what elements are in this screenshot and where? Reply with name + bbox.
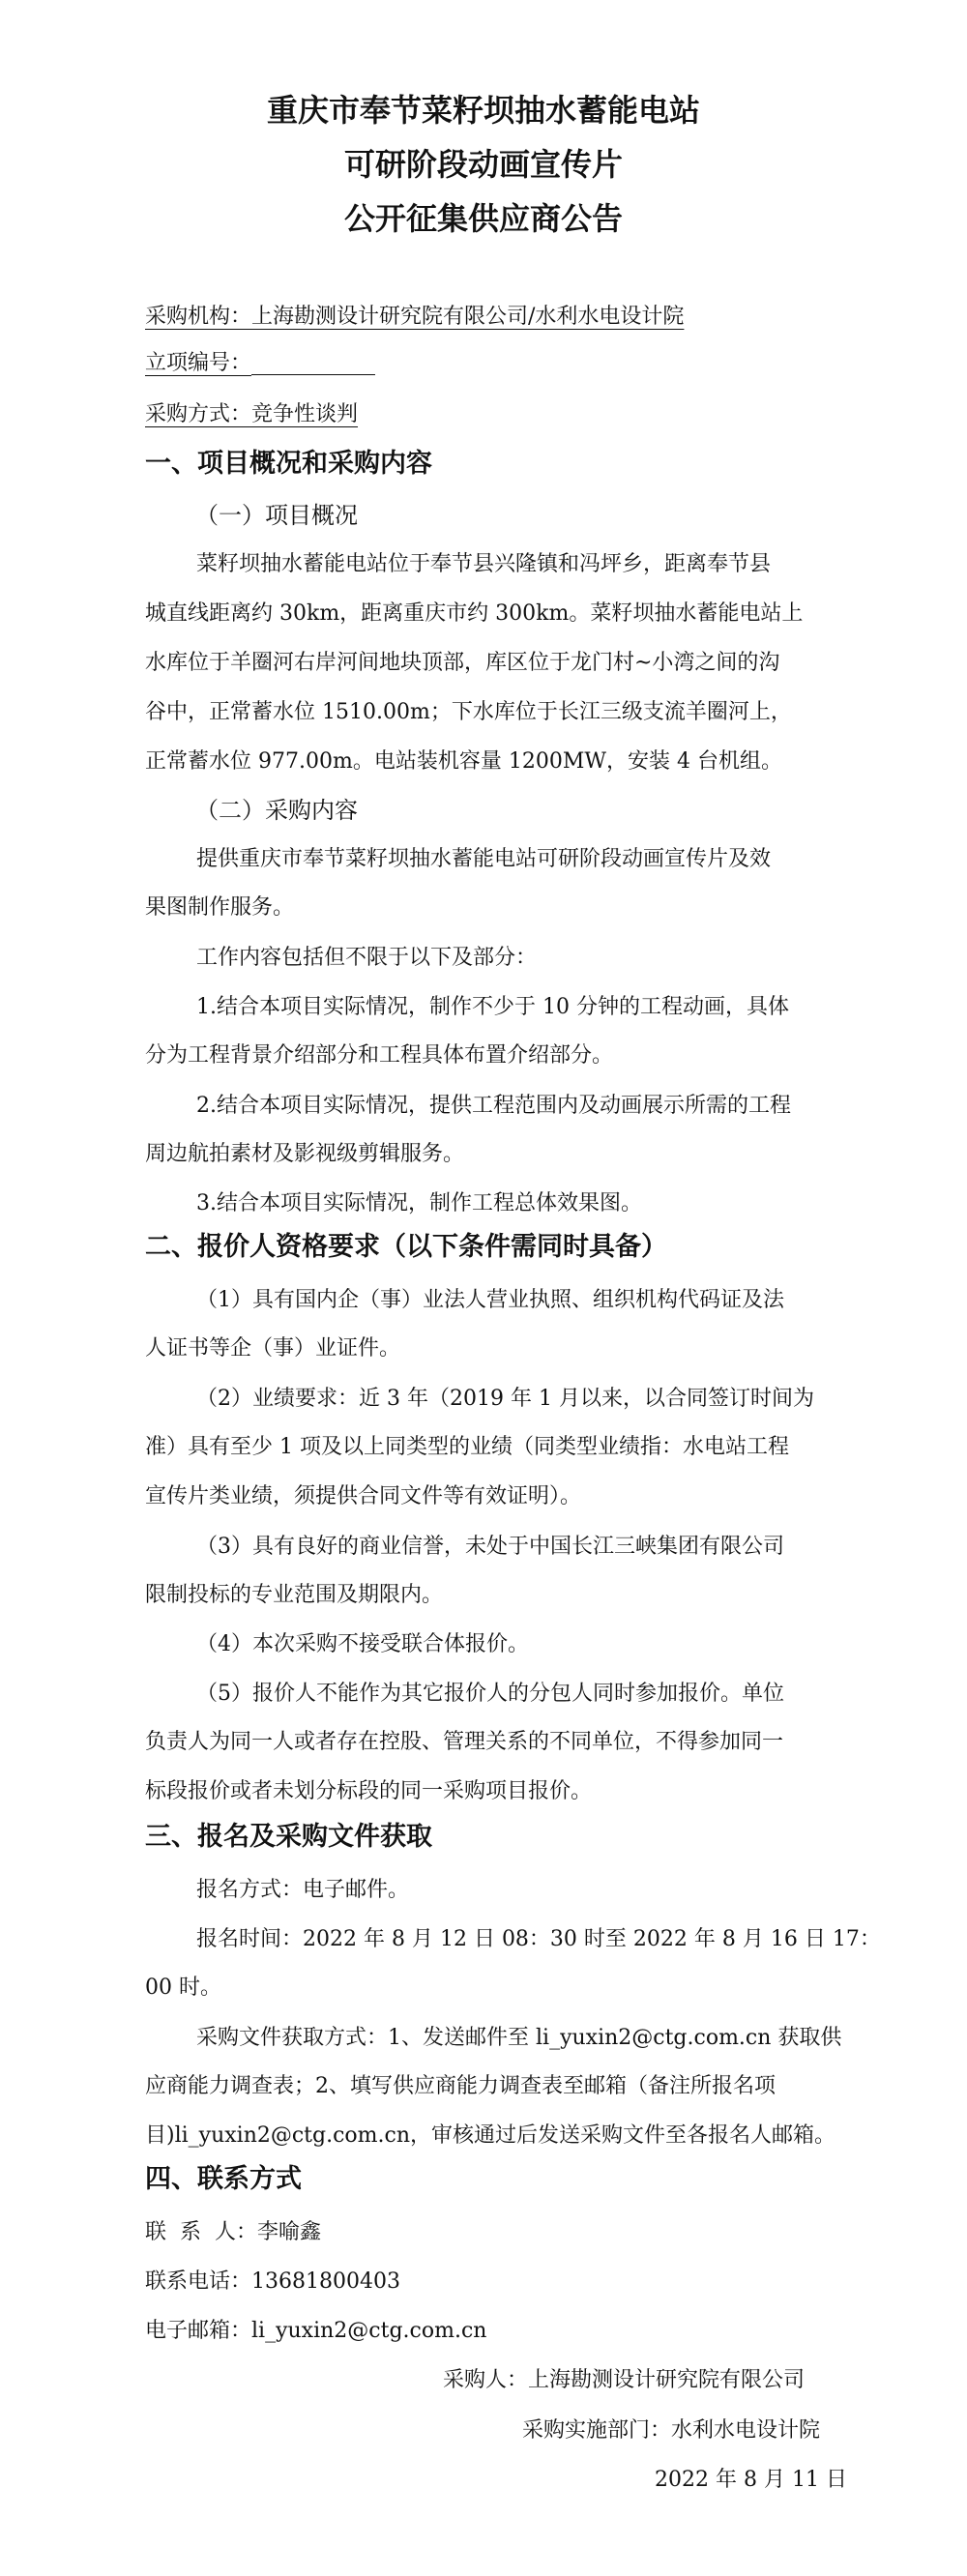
qualification-line: （3）具有良好的商业信誉，未处于中国长江三峡集团有限公司 — [196, 1535, 784, 1559]
content-line: 周边航拍素材及影视级剪辑服务。 — [145, 1142, 465, 1166]
registration-line: 00 时。 — [145, 1976, 221, 2000]
overview-line: 城直线距离约 30km，距离重庆市约 300km。菜籽坝抽水蓄能电站上 — [145, 601, 804, 626]
qualification-line: 人证书等企（事）业证件。 — [145, 1336, 401, 1361]
registration-line: 采购文件获取方式：1、发送邮件至 li_yuxin2@ctg.com.cn 获取供 — [196, 2026, 842, 2050]
overview-line: 谷中，正常蓄水位 1510.00m；下水库位于长江三级支流羊圈河上， — [145, 700, 792, 724]
qualification-line: （4）本次采购不接受联合体报价。 — [196, 1632, 529, 1656]
overview-line: 正常蓄水位 977.00m。电站装机容量 1200MW，安装 4 台机组。 — [145, 749, 782, 774]
content-line: 分为工程背景介绍部分和工程具体布置介绍部分。 — [145, 1043, 614, 1068]
qualification-line: 标段报价或者未划分标段的同一采购项目报价。 — [145, 1779, 593, 1803]
qualification-line: 准）具有至少 1 项及以上同类型的业绩（同类型业绩指：水电站工程 — [145, 1435, 789, 1459]
qualification-line: （1）具有国内企（事）业法人营业执照、组织机构代码证及法 — [196, 1288, 784, 1312]
qualification-line: （5）报价人不能作为其它报价人的分包人同时参加报价。单位 — [196, 1682, 784, 1706]
section3-heading: 三、报名及采购文件获取 — [145, 1822, 432, 1852]
content-line: 提供重庆市奉节菜籽坝抽水蓄能电站可研阶段动画宣传片及效 — [196, 847, 772, 871]
qualification-line: 负责人为同一人或者存在控股、管理关系的不同单位，不得参加同一 — [145, 1730, 784, 1754]
overview-line: 水库位于羊圈河右岸河间地块顶部，库区位于龙门村~小湾之间的沟 — [145, 651, 780, 675]
section1-sub2: （二）采购内容 — [195, 797, 358, 824]
purchaser-signature: 采购人：上海勘测设计研究院有限公司 — [443, 2368, 806, 2392]
notice-title-line2: 可研阶段动画宣传片 — [343, 146, 623, 183]
project-number-label: 立项编号： — [145, 351, 252, 375]
registration-line: 应商能力调查表；2、填写供应商能力调查表至邮箱（备注所报名项 — [145, 2074, 776, 2098]
qualification-line: 限制投标的专业范围及期限内。 — [145, 1583, 444, 1607]
section4-heading: 四、联系方式 — [145, 2164, 302, 2194]
notice-title-line1: 重庆市奉节菜籽坝抽水蓄能电站 — [266, 92, 700, 129]
content-line: 果图制作服务。 — [145, 895, 295, 920]
registration-line: 报名方式：电子邮件。 — [196, 1878, 410, 1902]
overview-line: 菜籽坝抽水蓄能电站位于奉节县兴隆镇和冯坪乡，距离奉节县 — [196, 552, 772, 576]
buyer-line: 采购机构：上海勘测设计研究院有限公司/水利水电设计院 — [145, 305, 685, 329]
contact-email: 电子邮箱：li_yuxin2@ctg.com.cn — [145, 2319, 487, 2343]
contact-person: 联 系 人：李喻鑫 — [145, 2220, 321, 2244]
section1-heading: 一、项目概况和采购内容 — [145, 449, 432, 479]
content-line: 1.结合本项目实际情况，制作不少于 10 分钟的工程动画，具体 — [196, 995, 789, 1019]
contact-phone: 联系电话：13681800403 — [145, 2269, 400, 2294]
notice-date: 2022 年 8 月 11 日 — [655, 2468, 847, 2492]
section1-sub1: （一）项目概况 — [195, 502, 358, 529]
qualification-line: （2）业绩要求：近 3 年（2019 年 1 月以来，以合同签订时间为 — [196, 1387, 814, 1411]
content-line: 2.结合本项目实际情况，提供工程范围内及动画展示所需的工程 — [196, 1094, 791, 1118]
method-line: 采购方式：竞争性谈判 — [145, 402, 359, 426]
content-line: 工作内容包括但不限于以下及部分： — [196, 946, 538, 970]
registration-line: 报名时间：2022 年 8 月 12 日 08：30 时至 2022 年 8 月 16 日 17： — [196, 1927, 881, 1951]
project-number-line — [145, 353, 375, 375]
registration-line: 目)li_yuxin2@ctg.com.cn，审核通过后发送采购文件至各报名人邮箱。 — [145, 2123, 836, 2148]
content-line: 3.结合本项目实际情况，制作工程总体效果图。 — [196, 1191, 642, 1215]
notice-title-line3: 公开征集供应商公告 — [343, 200, 623, 237]
section2-heading: 二、报价人资格要求（以下条件需同时具备） — [145, 1232, 667, 1262]
project-number-blank — [251, 353, 375, 375]
qualification-line: 宣传片类业绩，须提供合同文件等有效证明）。 — [145, 1484, 582, 1508]
implementing-dept: 采购实施部门：水利水电设计院 — [522, 2418, 821, 2443]
